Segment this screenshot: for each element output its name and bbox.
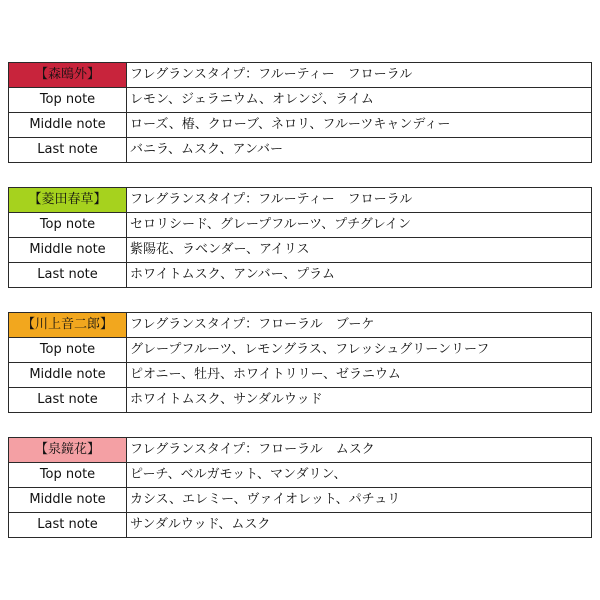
note-value: ホワイトムスク、サンダルウッド (127, 388, 592, 413)
perfume-name: 【森鴎外】 (9, 63, 127, 88)
table-header-row (9, 313, 592, 338)
table-header-row (9, 438, 592, 463)
table-row (9, 388, 592, 413)
fragrance-type: フレグランスタイプ：フローラル ムスク (127, 438, 592, 463)
note-label: Middle note (9, 363, 127, 388)
fragrance-table-mori-ogai (8, 62, 592, 163)
perfume-name: 【泉鏡花】 (9, 438, 127, 463)
table-row (9, 238, 592, 263)
table-row (9, 263, 592, 288)
fragrance-table-hishida-shunso (8, 187, 592, 288)
note-label: Middle note (9, 113, 127, 138)
note-label: Last note (9, 513, 127, 538)
note-value: グレープフルーツ、レモングラス、フレッシュグリーンリーフ (127, 338, 592, 363)
note-value: レモン、ジェラニウム、オレンジ、ライム (127, 88, 592, 113)
note-label: Top note (9, 88, 127, 113)
note-value: ピーチ、ベルガモット、マンダリン、 (127, 463, 592, 488)
fragrance-table-kawakami-otojiro (8, 312, 592, 413)
note-value: サンダルウッド、ムスク (127, 513, 592, 538)
table-header-row (9, 188, 592, 213)
table-row (9, 338, 592, 363)
note-value: バニラ、ムスク、アンバー (127, 138, 592, 163)
fragrance-type: フレグランスタイプ：フルーティー フローラル (127, 188, 592, 213)
note-label: Top note (9, 213, 127, 238)
table-header-row (9, 63, 592, 88)
table-row (9, 138, 592, 163)
table-row (9, 488, 592, 513)
fragrance-type: フレグランスタイプ：フルーティー フローラル (127, 63, 592, 88)
fragrance-table-izumi-kyoka (8, 437, 592, 538)
note-label: Top note (9, 338, 127, 363)
note-label: Top note (9, 463, 127, 488)
fragrance-type: フレグランスタイプ：フローラル ブーケ (127, 313, 592, 338)
note-label: Middle note (9, 238, 127, 263)
note-value: 紫陽花、ラベンダー、アイリス (127, 238, 592, 263)
table-row (9, 513, 592, 538)
note-label: Last note (9, 138, 127, 163)
table-row (9, 363, 592, 388)
note-value: ローズ、椿、クローブ、ネロリ、フルーツキャンディー (127, 113, 592, 138)
note-value: セロリシード、グレープフルーツ、プチグレイン (127, 213, 592, 238)
table-row (9, 113, 592, 138)
note-value: ピオニー、牡丹、ホワイトリリー、ゼラニウム (127, 363, 592, 388)
perfume-name: 【川上音二郎】 (9, 313, 127, 338)
note-value: ホワイトムスク、アンバー、プラム (127, 263, 592, 288)
note-value: カシス、エレミー、ヴァイオレット、パチュリ (127, 488, 592, 513)
note-label: Middle note (9, 488, 127, 513)
note-label: Last note (9, 263, 127, 288)
note-label: Last note (9, 388, 127, 413)
perfume-name: 【菱田春草】 (9, 188, 127, 213)
table-row (9, 463, 592, 488)
table-row (9, 213, 592, 238)
table-row (9, 88, 592, 113)
